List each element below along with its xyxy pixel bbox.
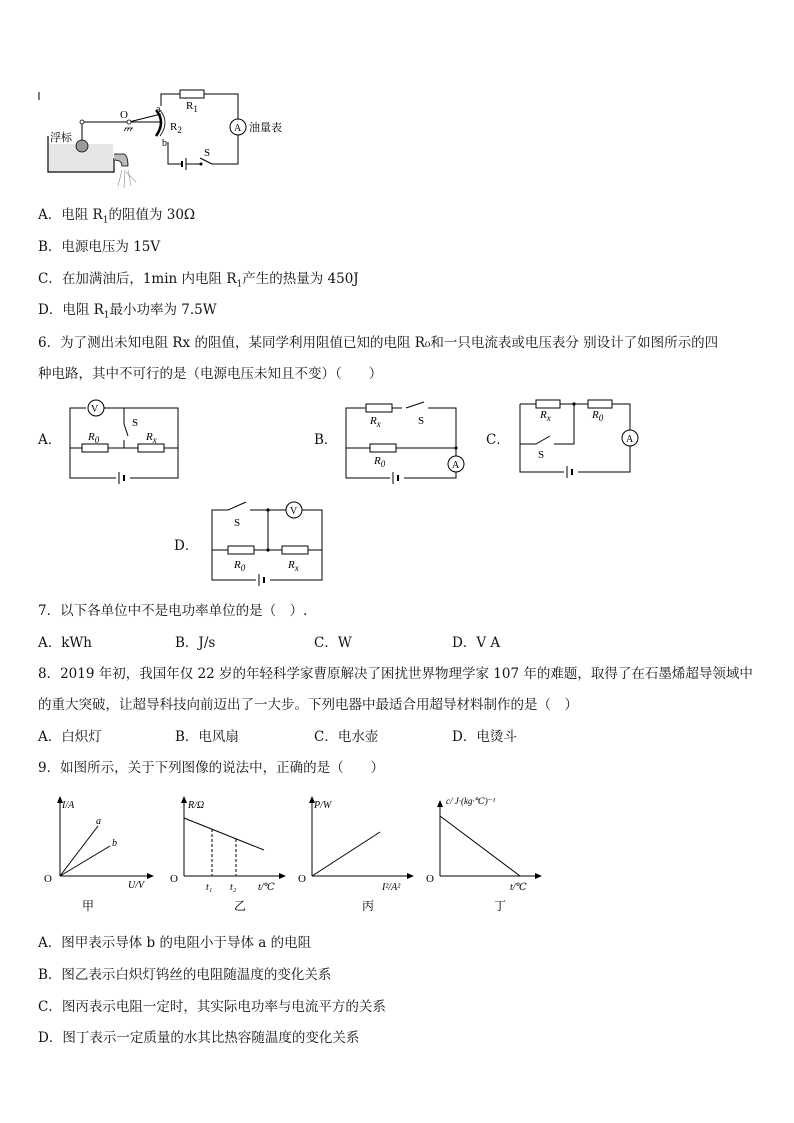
switch-s-label: S — [204, 147, 211, 159]
svg-text:t₁: t₁ — [206, 882, 213, 893]
svg-text:t/℃: t/℃ — [258, 882, 275, 893]
svg-text:b: b — [112, 838, 117, 849]
svg-text:Rx: $R_x$ — [288, 559, 299, 573]
q8-option-d: D．电烫斗 — [452, 729, 517, 745]
svg-text:R0: $R_0$ — [374, 455, 386, 469]
svg-text:S: S — [418, 415, 425, 427]
svg-text:Rx: $R_x$ — [146, 431, 157, 445]
q5-option-d: D．电阻 $R_1$最小功率为 7.5W — [38, 302, 217, 321]
svg-text:R0: $R_0$ — [88, 431, 100, 445]
q9-option-c: C．图丙表示电阻一定时，其实际电功率与电流平方的关系 — [38, 999, 386, 1015]
oil-gauge-label: 油量表 — [249, 122, 282, 134]
svg-text:R0: $R_0$ — [234, 559, 246, 573]
svg-text:S: S — [234, 517, 241, 529]
pivot-o-label: O — [120, 109, 128, 121]
q6-stem-line2: 种电路，其中不可行的是（电源电压未知且不变）（ ） — [38, 366, 383, 382]
svg-text:O: O — [170, 873, 178, 885]
q6-circuit-a-label: A． — [38, 432, 62, 448]
float-label: 浮标 — [50, 132, 72, 144]
q5-oil-gauge-figure — [36, 86, 282, 196]
q6-circuit-d-label: D． — [174, 538, 199, 554]
q8-option-a: A．白炽灯 — [38, 729, 102, 745]
svg-text:O: O — [298, 873, 306, 885]
svg-text:S: S — [132, 417, 139, 429]
q9-graph-jia — [40, 792, 160, 914]
svg-text:Rx: $R_x$ — [370, 415, 381, 429]
svg-text:t/℃: t/℃ — [510, 882, 527, 893]
q6-circuit-a — [66, 396, 184, 482]
q8-option-b: B．电风扇 — [175, 729, 239, 745]
q9-graph-yi — [168, 792, 298, 914]
q9-stem: 9．如图所示，关于下列图像的说法中，正确的是（ ） — [38, 760, 385, 776]
svg-text:丙: 丙 — [362, 899, 375, 913]
svg-text:甲: 甲 — [82, 899, 95, 913]
q7-option-a: A．kWh — [38, 635, 92, 651]
q6-circuit-d — [206, 498, 328, 586]
q5-option-a: A．电阻 $R_1$的阻值为 30Ω — [38, 207, 196, 226]
svg-text:R0: $R_0$ — [592, 409, 604, 423]
q9-option-d: D．图丁表示一定质量的水其比热容随温度的变化关系 — [38, 1030, 360, 1046]
q7-stem: 7．以下各单位中不是电功率单位的是（ ）. — [38, 603, 308, 619]
r1-label: $R_1$ — [186, 100, 198, 114]
svg-text:乙: 乙 — [234, 899, 247, 913]
svg-text:c/ J·(kg·℃)⁻¹: c/ J·(kg·℃)⁻¹ — [446, 796, 496, 806]
q5-option-c: C．在加满油后，1min 内电阻 $R_1$产生的热量为 450J — [38, 271, 359, 290]
svg-text:P/W: P/W — [314, 800, 332, 811]
r2-label: $R_2$ — [170, 121, 182, 135]
contact-a-label: a — [156, 104, 161, 115]
svg-text:A: A — [626, 434, 634, 445]
q5-option-b: B．电源电压为 15V — [38, 239, 161, 255]
svg-text:R/Ω: R/Ω — [188, 800, 205, 811]
svg-text:Rx: $R_x$ — [540, 409, 551, 423]
q9-option-b: B．图乙表示白炽灯钨丝的电阻随温度的变化关系 — [38, 967, 332, 983]
q9-graph-ding — [424, 792, 554, 914]
svg-text:I/A: I/A — [62, 800, 75, 811]
svg-text:丁: 丁 — [494, 899, 507, 913]
q8-stem-line1: 8．2019 年初，我国年仅 22 岁的年轻科学家曹原解决了困扰世界物理学家 107 年的难题，取得了在石墨烯超导领域中 — [38, 666, 753, 682]
q8-stem-line2: 的重大突破，让超导科技向前迈出了一大步。下列电器中最适合用超导材料制作的是（ ） — [38, 697, 578, 713]
voltmeter-symbol: V — [91, 404, 99, 415]
q7-option-c: C．W — [314, 635, 352, 651]
q6-circuit-c — [514, 398, 642, 484]
q6-circuit-c-label: C． — [486, 432, 510, 448]
q6-circuit-b-label: B． — [314, 432, 338, 448]
q8-option-c: C．电水壶 — [314, 729, 379, 745]
q7-option-b: B．J/s — [175, 635, 216, 651]
svg-text:O: O — [44, 873, 52, 885]
svg-text:a: a — [96, 816, 101, 827]
q6-stem-line1: 6．为了测出未知电阻 Rx 的阻值，某同学利用阻值已知的电阻 R₀和一只电流表或电压表分 别设计了如图所示的四 — [38, 335, 719, 351]
q9-graph-bing — [296, 792, 426, 914]
svg-text:U/V: U/V — [128, 880, 145, 891]
q9-option-a: A．图甲表示导体 b 的电阻小于导体 a 的电阻 — [38, 935, 312, 951]
q6-circuit-b — [340, 400, 470, 486]
svg-text:I²/A²: I²/A² — [382, 882, 401, 893]
q7-option-d: D．V A — [452, 635, 501, 651]
svg-text:O: O — [426, 873, 434, 885]
contact-b-label: b — [162, 138, 167, 149]
svg-text:A: A — [452, 460, 460, 471]
svg-text:t₂: t₂ — [230, 882, 237, 893]
svg-text:V: V — [290, 506, 298, 517]
ammeter-symbol: A — [234, 123, 242, 134]
svg-text:S: S — [538, 449, 545, 461]
